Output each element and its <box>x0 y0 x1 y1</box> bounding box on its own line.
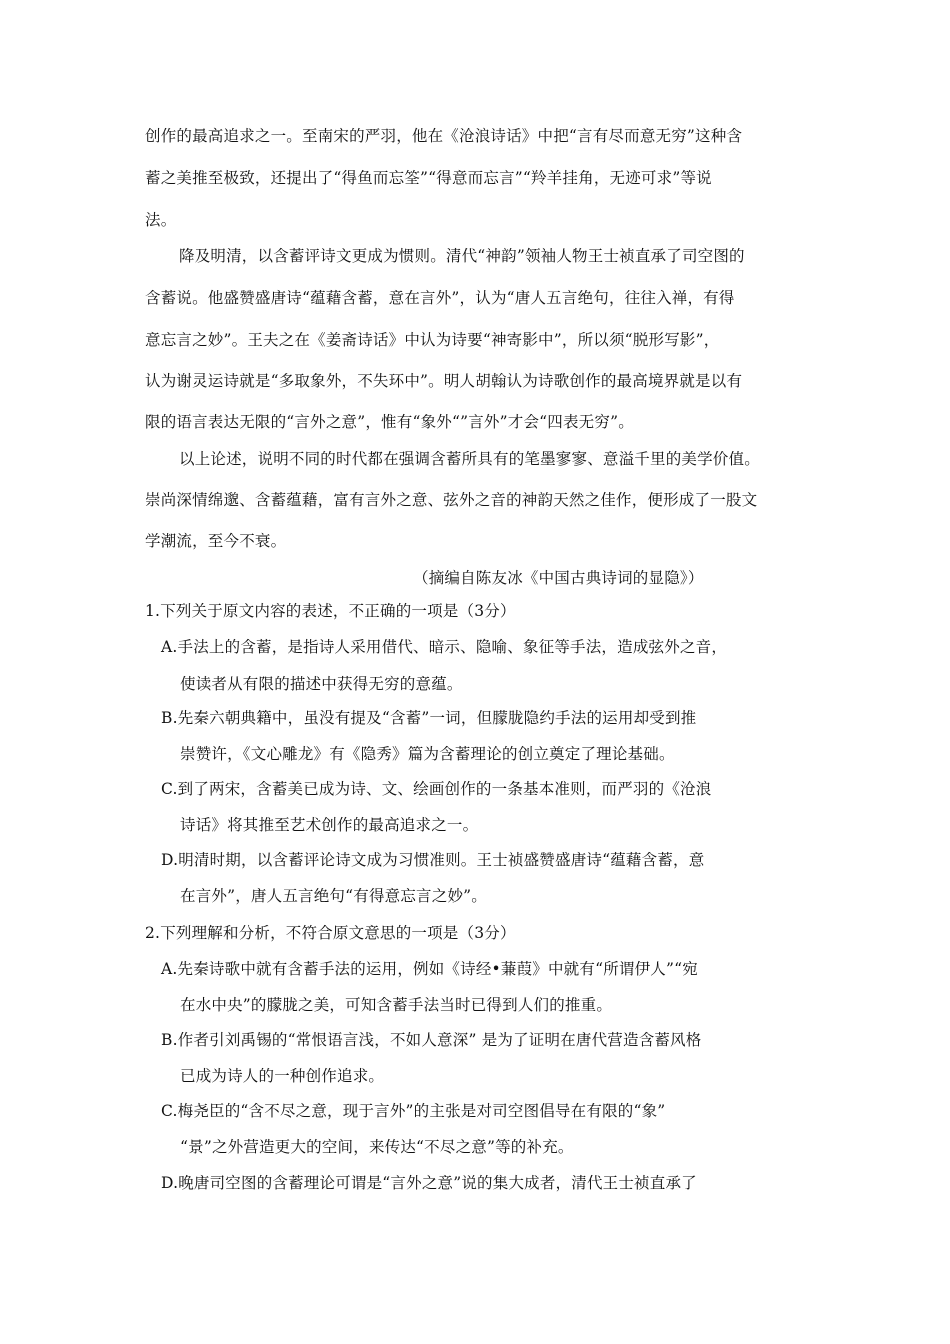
option-line: 诗话》将其推至艺术创作的最高追求之一。 <box>180 816 479 834</box>
option-line: C.到了两宋，含蓄美已成为诗、文、绘画创作的一条基本准则，而严羽的《沧浪 <box>161 780 712 798</box>
passage-line: 蓄之美推至极致，还提出了“得鱼而忘筌”“得意而忘言”“羚羊挂角，无迹可求”等说 <box>145 169 712 187</box>
option-line: 崇赞许，《文心雕龙》有《隐秀》篇为含蓄理论的创立奠定了理论基础。 <box>180 745 675 763</box>
passage-line: 以上论述，说明不同的时代都在强调含蓄所具有的笔墨寥寥、意溢千里的美学价值。 <box>179 450 760 468</box>
question-title: 2.下列理解和分析，不符合原文意思的一项是（3分） <box>145 924 516 942</box>
question-title: 1.下列关于原文内容的表述，不正确的一项是（3分） <box>145 602 516 620</box>
passage-line: 崇尚深情绵邈、含蓄蕴藉，富有言外之意、弦外之音的神韵天然之佳作，便形成了一股文 <box>145 491 758 509</box>
option-line: 使读者从有限的描述中获得无穷的意蕴。 <box>180 675 463 693</box>
passage-line: 降及明清，以含蓄评诗文更成为惯则。清代“神韵”领袖人物王士祯直承了司空图的 <box>179 247 745 265</box>
option-line: D.明清时期，以含蓄评论诗文成为习惯准则。王士祯盛赞盛唐诗“蕴藉含蓄，意 <box>161 851 705 869</box>
passage-line: 创作的最高追求之一。至南宋的严羽，他在《沧浪诗话》中把“言有尽而意无穷”这种含 <box>145 127 743 145</box>
option-line: “景”之外营造更大的空间，来传达“不尽之意”等的补充。 <box>180 1138 574 1156</box>
passage-source: （摘编自陈友冰《中国古典诗词的显隐》） <box>413 569 704 587</box>
passage-line: 限的语言表达无限的“言外之意”，惟有“象外“”言外”才会“四表无穷”。 <box>145 413 634 431</box>
option-line: 在言外”，唐人五言绝句“有得意忘言之妙”。 <box>180 887 487 905</box>
option-line: A.先秦诗歌中就有含蓄手法的运用，例如《诗经•蒹葭》中就有“所谓伊人”“宛 <box>161 960 698 978</box>
passage-line: 法。 <box>145 211 177 229</box>
option-line: 在水中央”的朦胧之美，可知含蓄手法当时已得到人们的推重。 <box>180 996 613 1014</box>
passage-line: 含蓄说。他盛赞盛唐诗“蕴藉含蓄，意在言外”，认为“唐人五言绝句，往往入禅，有得 <box>145 289 735 307</box>
passage-line: 意忘言之妙”。王夫之在《姜斋诗话》中认为诗要“神寄影中”，所以须“脱形写影”， <box>145 331 720 349</box>
passage-line: 认为谢灵运诗就是“多取象外，不失环中”。明人胡翰认为诗歌创作的最高境界就是以有 <box>145 372 743 390</box>
option-line: 已成为诗人的一种创作追求。 <box>180 1067 385 1085</box>
option-line: B.先秦六朝典籍中，虽没有提及“含蓄”一词，但朦胧隐约手法的运用却受到推 <box>161 709 697 727</box>
passage-line: 学潮流，至今不衰。 <box>145 532 287 550</box>
option-line: C.梅尧臣的“含不尽之意，现于言外”的主张是对司空图倡导在有限的“象” <box>161 1102 666 1120</box>
option-line: A.手法上的含蓄，是指诗人采用借代、暗示、隐喻、象征等手法，造成弦外之音， <box>161 638 728 656</box>
option-line: B.作者引刘禹锡的“常恨语言浅，不如人意深” 是为了证明在唐代营造含蓄风格 <box>161 1031 702 1049</box>
option-line: D.晚唐司空图的含蓄理论可谓是“言外之意”说的集大成者，清代王士祯直承了 <box>161 1174 697 1192</box>
